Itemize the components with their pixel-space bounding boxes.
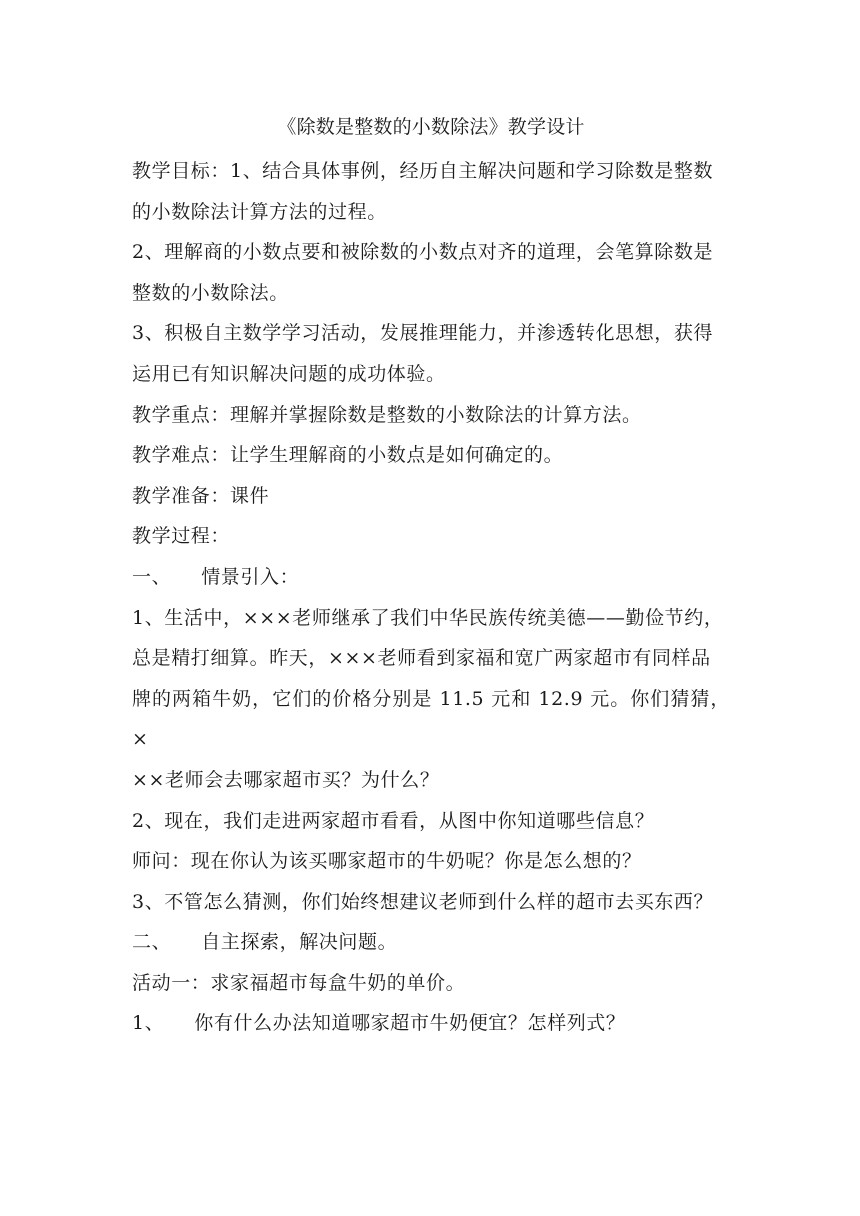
- process-heading: 教学过程：: [132, 525, 231, 548]
- section-1-item-1-line-c: 牌的两箱牛奶，它们的价格分别是 11.5 元和 12.9 元。你们猜猜，×: [132, 687, 730, 751]
- difficulty-point: 教学难点：让学生理解商的小数点是如何确定的。: [132, 444, 564, 467]
- objective-line-3: 3、积极自主数学学习活动，发展推理能力，并渗透转化思想，获得: [132, 322, 714, 345]
- section-1-item-1-line-b: 总是精打细算。昨天，×××老师看到家福和宽广两家超市有同样品: [132, 647, 711, 670]
- section-1-title: 情景引入：: [201, 565, 300, 588]
- section-2-title: 自主探索，解决问题。: [201, 931, 398, 954]
- key-point: 教学重点：理解并掌握除数是整数的小数除法的计算方法。: [132, 403, 642, 426]
- section-1-heading: [132, 557, 730, 598]
- section-1-item-1-line-a: 1、生活中，×××老师继承了我们中华民族传统美德——勤俭节约，: [132, 606, 724, 629]
- section-2-heading: [132, 922, 730, 963]
- objective-line-1: 教学目标：1、结合具体事例，经历自主解决问题和学习除数是整数: [132, 160, 714, 182]
- section-1-item-3: 3、不管怎么猜测，你们始终想建议老师到什么样的超市去买东西？: [132, 890, 714, 913]
- objective-line-2: 2、理解商的小数点要和被除数的小数点对齐的道理，会笔算除数是: [132, 241, 714, 264]
- question-1-marker: 1、: [132, 1012, 165, 1035]
- section-2-marker: 二、: [132, 931, 172, 954]
- objective-line-2b: 整数的小数除法。: [132, 281, 289, 304]
- document-title: 《除数是整数的小数除法》教学设计: [277, 116, 585, 138]
- question-1-text: 你有什么办法知道哪家超市牛奶便宜？怎样列式？: [194, 1012, 626, 1035]
- section-1-item-2: 2、现在，我们走进两家超市看看，从图中你知道哪些信息？: [132, 809, 655, 832]
- preparation: 教学准备：课件: [132, 484, 270, 507]
- objective-line-1b: 的小数除法计算方法的过程。: [132, 200, 387, 223]
- objective-line-3b: 运用已有知识解决问题的成功体验。: [132, 362, 446, 385]
- activity-1: 活动一：求家福超市每盒牛奶的单价。: [132, 971, 466, 994]
- activity-1-question-1: [132, 1003, 730, 1044]
- teacher-question: 师问：现在你认为该买哪家超市的牛奶呢？你是怎么想的？: [132, 850, 642, 873]
- section-1-item-1-line-d: ××老师会去哪家超市买？为什么？: [132, 768, 440, 791]
- section-1-marker: 一、: [132, 565, 172, 588]
